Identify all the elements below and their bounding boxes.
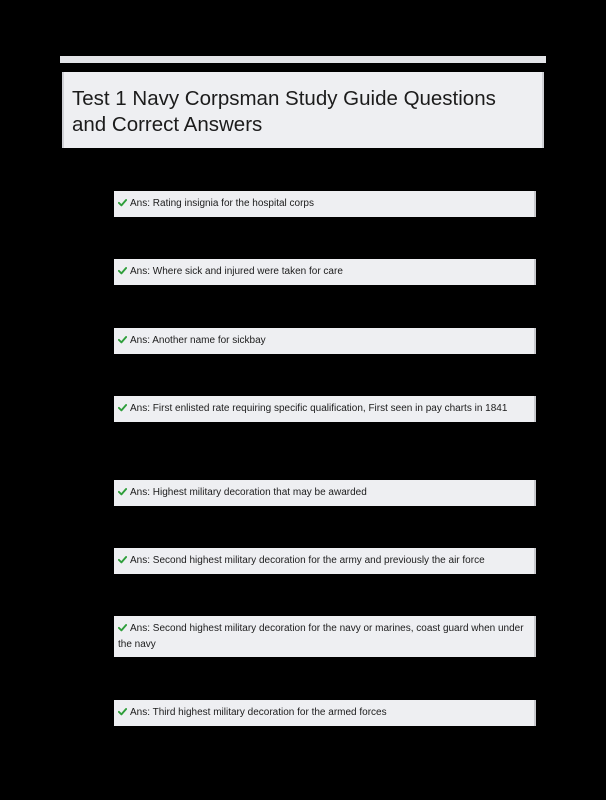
answer-prefix: Ans: <box>130 555 151 566</box>
answer-box <box>114 259 536 285</box>
answer-text: Where sick and injured were taken for care <box>152 266 343 277</box>
check-icon <box>118 707 127 716</box>
answer-prefix: Ans: <box>130 623 151 634</box>
answer-prefix: Ans: <box>130 198 151 209</box>
answer-box <box>114 191 536 217</box>
answer-prefix: Ans: <box>130 335 151 346</box>
answer-prefix: Ans: <box>130 403 151 414</box>
header-rule <box>60 56 546 63</box>
check-icon <box>118 335 127 344</box>
page-title: Test 1 Navy Corpsman Study Guide Questions and Correct Answers <box>72 87 496 136</box>
check-icon <box>118 266 127 275</box>
answer-text: Another name for sickbay <box>152 335 266 346</box>
answer-box <box>114 480 536 506</box>
answer-box <box>114 396 536 422</box>
answer-text: Rating insignia for the hospital corps <box>152 198 314 209</box>
answer-text: Third highest military decoration for the armed forces <box>152 707 387 718</box>
answer-text: Highest military decoration that may be awarded <box>152 487 367 498</box>
check-icon <box>118 623 127 632</box>
answer-text: Second highest military decoration for the navy or marines, coast guard when under the navy <box>118 623 524 650</box>
answer-prefix: Ans: <box>130 707 151 718</box>
answer-prefix: Ans: <box>130 487 151 498</box>
answer-prefix: Ans: <box>130 266 151 277</box>
check-icon <box>118 487 127 496</box>
answer-box <box>114 700 536 726</box>
check-icon <box>118 555 127 564</box>
answer-text: Second highest military decoration for the army and previously the air force <box>152 555 485 566</box>
answer-box <box>114 548 536 574</box>
check-icon <box>118 403 127 412</box>
answer-box <box>114 616 536 657</box>
check-icon <box>118 198 127 207</box>
answer-text: First enlisted rate requiring specific qualification, First seen in pay charts in 1841 <box>152 403 508 414</box>
answer-box <box>114 328 536 354</box>
title-box <box>62 72 544 148</box>
